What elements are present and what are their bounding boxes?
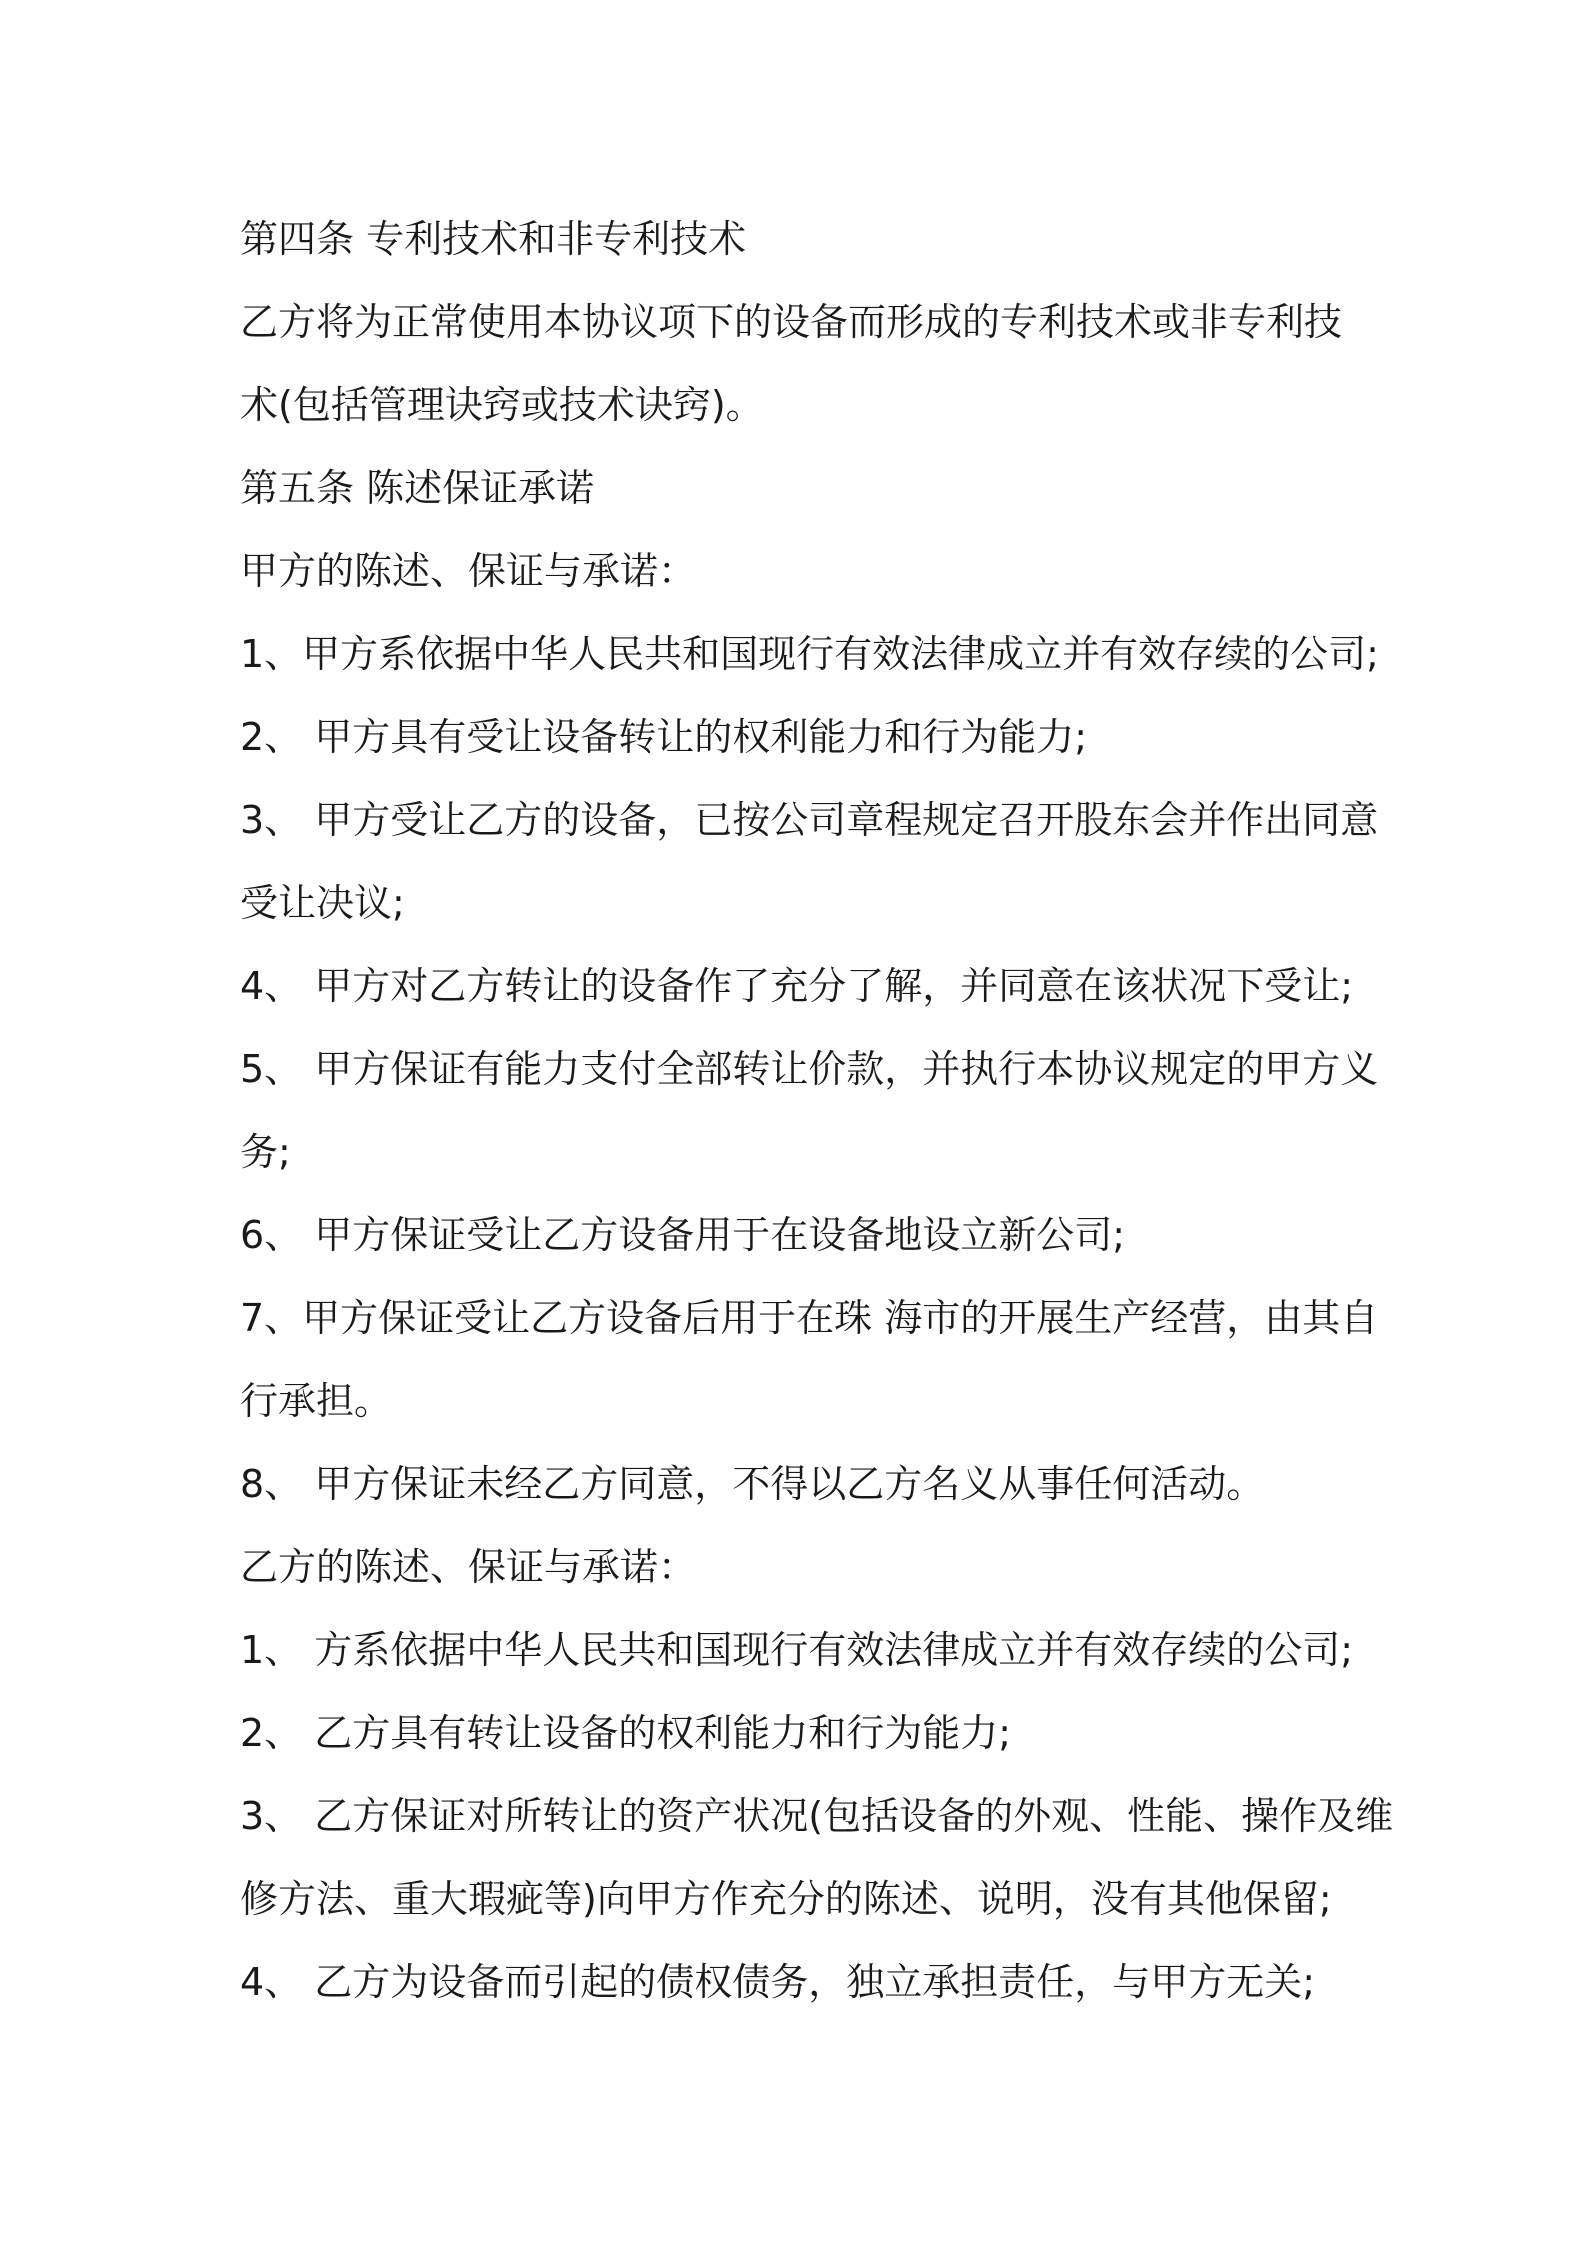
list-item-continuation: 受让决议; — [240, 881, 405, 925]
list-item: 2、 甲方具有受让设备转让的权利能力和行为能力; — [240, 715, 1088, 759]
list-item: 6、 甲方保证受让乙方设备用于在设备地设立新公司; — [240, 1213, 1126, 1257]
list-item: 3、 乙方保证对所转让的资产状况(包括设备的外观、性能、操作及维 — [240, 1794, 1394, 1838]
list-item-continuation: 修方法、重大瑕疵等)向甲方作充分的陈述、说明，没有其他保留; — [240, 1877, 1332, 1921]
paragraph-line: 乙方将为正常使用本协议项下的设备而形成的专利技术或非专利技 — [240, 300, 1343, 344]
article-heading: 第五条 陈述保证承诺 — [240, 466, 595, 510]
list-item: 4、 甲方对乙方转让的设备作了充分了解，并同意在该状况下受让; — [240, 964, 1354, 1008]
list-item-continuation: 务; — [240, 1130, 291, 1174]
section-subheading: 乙方的陈述、保证与承诺： — [240, 1545, 697, 1589]
list-item: 7、甲方保证受让乙方设备后用于在珠 海市的开展生产经营，由其自 — [240, 1296, 1379, 1340]
list-item: 4、 乙方为设备而引起的债权债务，独立承担责任，与甲方无关; — [240, 1960, 1316, 2004]
list-item-continuation: 行承担。 — [240, 1379, 393, 1423]
document-body — [240, 198, 1394, 2024]
list-item: 8、 甲方保证未经乙方同意，不得以乙方名义从事任何活动。 — [240, 1462, 1265, 1506]
paragraph-line: 术(包括管理诀窍或技术诀窍)。 — [240, 383, 764, 427]
article-heading: 第四条 专利技术和非专利技术 — [240, 217, 747, 261]
list-item: 1、 方系依据中华人民共和国现行有效法律成立并有效存续的公司; — [240, 1628, 1354, 1672]
list-item: 2、 乙方具有转让设备的权利能力和行为能力; — [240, 1711, 1012, 1755]
section-subheading: 甲方的陈述、保证与承诺： — [240, 549, 697, 593]
list-item: 5、 甲方保证有能力支付全部转让价款，并执行本协议规定的甲方义 — [240, 1047, 1379, 1091]
list-item: 1、甲方系依据中华人民共和国现行有效法律成立并有效存续的公司; — [240, 632, 1379, 676]
list-item: 3、 甲方受让乙方的设备，已按公司章程规定召开股东会并作出同意 — [240, 798, 1379, 842]
